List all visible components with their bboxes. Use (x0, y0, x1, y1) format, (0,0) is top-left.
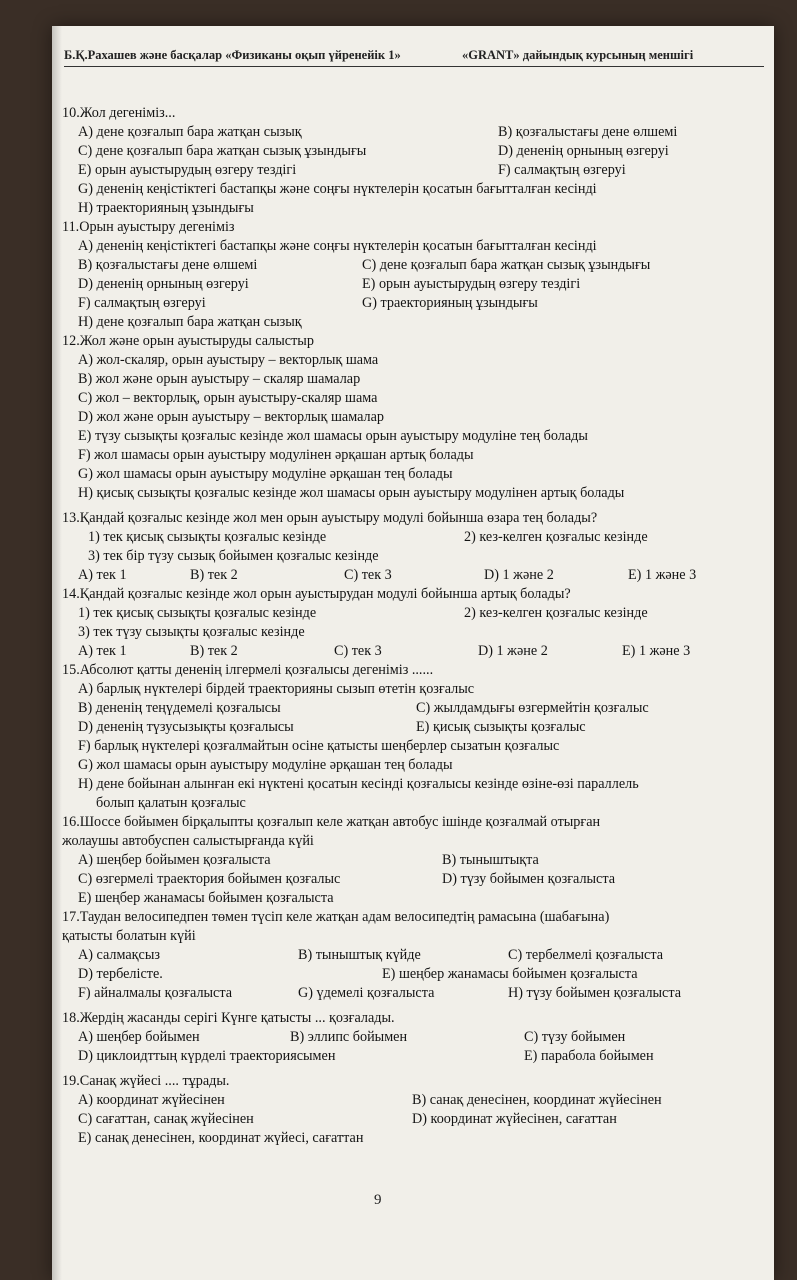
option-a: A) дененің кеңістіктегі бастапқы және соңғы нүктелерін қосатын бағытталған кесінді (78, 238, 597, 254)
option-h: H) түзу бойымен қозғалыста (508, 985, 682, 1001)
question-18 (62, 1009, 762, 1066)
statement-2: 2) кез-келген қозғалыс кезінде (464, 605, 648, 621)
option-b: B) дененің теңүдемелі қозғалысы (78, 700, 281, 716)
question-title: 11.Орын ауыстыру дегеніміз (62, 219, 235, 235)
question-15 (62, 661, 762, 813)
question-19 (62, 1072, 762, 1148)
option-g: G) жол шамасы орын ауыстыру модуліне әрқашан тең болады (78, 757, 453, 773)
option-h: H) траекторияның ұзындығы (78, 200, 254, 216)
question-12 (62, 332, 762, 503)
question-title: 10.Жол дегеніміз... (62, 105, 176, 121)
option-b: B) жол және орын ауыстыру – скаляр шамалар (78, 371, 361, 387)
option-c: C) тербелмелі қозғалыста (508, 947, 663, 963)
option-b: B) қозғалыстағы дене өлшемі (498, 124, 678, 140)
option-e: E) 1 және 3 (622, 643, 691, 659)
statement-3: 3) тек бір түзу сызық бойымен қозғалыс кезінде (88, 548, 379, 564)
option-f: F) барлық нүктелері қозғалмайтын осіне қатысты шеңберлер сызатын қозғалыс (78, 738, 560, 754)
option-e: E) түзу сызықты қозғалыс кезінде жол шамасы орын ауыстыру модуліне тең болады (78, 428, 588, 444)
option-c: C) түзу бойымен (524, 1029, 626, 1045)
option-c: C) жылдамдығы өзгермейтін қозғалыс (416, 700, 649, 716)
option-h: H) дене бойынан алынған екі нүктені қосатын кесінді қозғалысы кезінде өзіне-өзі параллель (78, 776, 639, 792)
option-d: D) дененің түзусызықты қозғалысы (78, 719, 294, 735)
option-b: B) қозғалыстағы дене өлшемі (78, 257, 258, 273)
option-e: E) орын ауыстырудың өзгеру тездігі (362, 276, 581, 292)
option-a: A) шеңбер бойымен қозғалыста (78, 852, 271, 868)
option-a: A) тек 1 (78, 643, 127, 659)
question-14 (62, 585, 762, 661)
option-b: B) тыныштықта (442, 852, 539, 868)
option-c: C) өзгермелі траектория бойымен қозғалыс (78, 871, 341, 887)
page-header (64, 48, 764, 67)
option-a: A) координат жүйесінен (78, 1092, 225, 1108)
question-16 (62, 813, 762, 908)
statement-3: 3) тек түзу сызықты қозғалыс кезінде (78, 624, 305, 640)
option-e: E) парабола бойымен (524, 1048, 654, 1064)
option-e: E) 1 және 3 (628, 567, 697, 583)
option-a: A) шеңбер бойымен (78, 1029, 200, 1045)
option-d: D) жол және орын ауыстыру – векторлық шамалар (78, 409, 384, 425)
option-g: G) дененің кеңістіктегі бастапқы және соңғы нүктелерін қосатын бағытталған кесінді (78, 181, 597, 197)
option-a: A) салмақсыз (78, 947, 160, 963)
option-g: G) жол шамасы орын ауыстыру модуліне әрқашан тең болады (78, 466, 453, 482)
option-b: B) тек 2 (190, 567, 238, 583)
question-10 (62, 104, 762, 218)
question-title-continuation: жолаушы автобуспен салыстырғанда күйі (62, 833, 314, 849)
statement-1: 1) тек қисық сызықты қозғалыс кезінде (78, 605, 317, 621)
option-f: F) салмақтың өзгеруі (78, 295, 206, 311)
question-13 (62, 509, 762, 585)
question-title: 14.Қандай қозғалыс кезінде жол орын ауыстырудан модулі бойынша артық болады? (62, 586, 571, 602)
question-title: 13.Қандай қозғалыс кезінде жол мен орын ауыстыру модулі бойынша өзара тең болады? (62, 510, 598, 526)
option-d: D) 1 және 2 (478, 643, 548, 659)
option-d: D) циклоидттың күрделі траекториясымен (78, 1048, 336, 1064)
option-e: E) қисық сызықты қозғалыс (416, 719, 586, 735)
option-e: E) орын ауыстырудың өзгеру тездігі (78, 162, 297, 178)
option-a: A) жол-скаляр, орын ауыстыру – векторлық шама (78, 352, 379, 368)
option-f: F) салмақтың өзгеруі (498, 162, 626, 178)
option-d: D) тербелісте. (78, 966, 163, 982)
option-b: B) тек 2 (190, 643, 238, 659)
option-d: D) 1 және 2 (484, 567, 554, 583)
question-title: 16.Шоссе бойымен бірқалыпты қозғалып келе жатқан автобус ішінде қозғалмай отырған (62, 814, 601, 830)
header-left: Б.Қ.Рахашев және басқалар «Физиканы оқып үйренейік 1» (64, 48, 401, 62)
option-b: B) тыныштық күйде (298, 947, 421, 963)
option-e: E) шеңбер жанамасы бойымен қозғалыста (382, 966, 638, 982)
question-title: 12.Жол және орын ауыстыруды салыстыр (62, 333, 314, 349)
option-b: B) санақ денесінен, координат жүйесінен (412, 1092, 662, 1108)
question-title: 19.Санақ жүйесі .... тұрады. (62, 1073, 230, 1089)
option-f: F) жол шамасы орын ауыстыру модулінен әрқашан артық болады (78, 447, 474, 463)
option-h-continuation: болып қалатын қозғалыс (96, 795, 246, 811)
option-g: G) үдемелі қозғалыста (298, 985, 435, 1001)
option-c: C) тек 3 (334, 643, 382, 659)
option-e: E) санақ денесінен, координат жүйесі, сағаттан (78, 1130, 364, 1146)
question-title: 17.Таудан велосипедпен төмен түсіп келе жатқан адам велосипедтің рамасына (шабағына) (62, 909, 610, 925)
question-title: 15.Абсолют қатты дененің ілгермелі қозғалысы дегеніміз ...... (62, 662, 434, 678)
option-g: G) траекторияның ұзындығы (362, 295, 538, 311)
option-d: D) дененің орнының өзгеруі (78, 276, 249, 292)
option-b: B) эллипс бойымен (290, 1029, 408, 1045)
option-c: C) дене қозғалып бара жатқан сызық ұзындығы (78, 143, 367, 159)
question-title-continuation: қатысты болатын күйі (62, 928, 196, 944)
option-c: C) дене қозғалып бара жатқан сызық ұзындығы (362, 257, 651, 273)
option-h: H) дене қозғалып бара жатқан сызық (78, 314, 302, 330)
option-c: C) жол – векторлық, орын ауыстыру-скаляр шама (78, 390, 378, 406)
option-d: D) координат жүйесінен, сағаттан (412, 1111, 617, 1127)
statement-1: 1) тек қисық сызықты қозғалыс кезінде (88, 529, 327, 545)
header-right: «GRANT» дайындық курсының меншігі (462, 48, 694, 62)
option-f: F) айналмалы қозғалыста (78, 985, 233, 1001)
option-c: C) тек 3 (344, 567, 392, 583)
question-17 (62, 908, 762, 1003)
questions (62, 104, 762, 1148)
option-a: A) дене қозғалып бара жатқан сызық (78, 124, 302, 140)
statement-2: 2) кез-келген қозғалыс кезінде (464, 529, 648, 545)
option-a: A) тек 1 (78, 567, 127, 583)
question-11 (62, 218, 762, 332)
document-page (52, 26, 774, 1280)
option-d: D) дененің орнының өзгеруі (498, 143, 669, 159)
option-e: E) шеңбер жанамасы бойымен қозғалыста (78, 890, 334, 906)
option-d: D) түзу бойымен қозғалыста (442, 871, 616, 887)
question-title: 18.Жердің жасанды серігі Күнге қатысты ... қозғалады. (62, 1010, 395, 1026)
page-number: 9 (374, 1192, 382, 1208)
option-a: A) барлық нүктелері бірдей траекторияны сызып өтетін қозғалыс (78, 681, 475, 697)
option-c: C) сағаттан, санақ жүйесінен (78, 1111, 254, 1127)
option-h: H) қисық сызықты қозғалыс кезінде жол шамасы орын ауыстыру модулінен артық болады (78, 485, 625, 501)
